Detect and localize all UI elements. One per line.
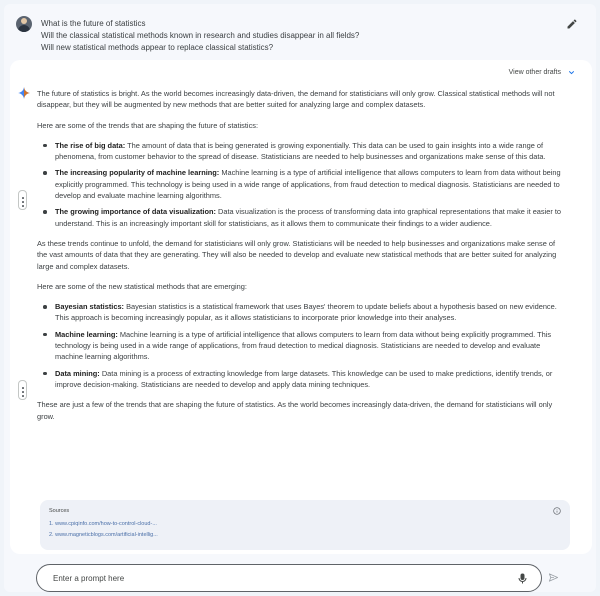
- item-text: Data visualization is the process of transforming data into graphical representations that make it easier to understand. This is an increasingly important skill for statisticians, as it allows them to communicate their findings to a wider audience.: [55, 207, 562, 228]
- chevron-down-icon: [567, 68, 576, 77]
- drag-handle-icon[interactable]: [18, 380, 27, 400]
- list-item: [37, 301, 567, 324]
- item-text: The amount of data that is being generated is growing exponentially. This data can be used to gain insights into a wide range of phenomena, from customer behavior to the spread of disease. Statisticians are needed to help businesses and organizations make sense of this data.: [55, 140, 546, 162]
- sources-list: [49, 519, 158, 541]
- trends-list: [37, 140, 567, 229]
- trends-heading: Here are some of the trends that are shaping the future of statistics:: [37, 120, 259, 130]
- list-item: [37, 368, 567, 391]
- conclusion-paragraph: These are just a few of the trends that are shaping the future of statistics. As the world becomes increasingly data-driven, the demand for statisticians will only grow.: [37, 400, 553, 421]
- response-text: [37, 88, 567, 431]
- item-title: Data mining:: [55, 368, 100, 378]
- prompt-input[interactable]: [53, 571, 493, 585]
- prompt-line: Will new statistical methods appear to replace classical statistics?: [41, 43, 274, 52]
- pencil-icon[interactable]: [566, 18, 578, 30]
- response-card: [10, 60, 592, 554]
- item-text: Machine learning is a type of artificial intelligence that allows computers to learn from data without being explicitly programmed. This technology is being used in a wide range of applications, from fraud detection to medical diagnosis. Statisticians are needed to develop and evaluate machine learning algorithms.: [55, 168, 561, 201]
- microphone-icon[interactable]: [518, 573, 527, 584]
- item-title: Bayesian statistics:: [55, 302, 125, 312]
- methods-list: [37, 301, 567, 390]
- item-text: Bayesian statistics is a statistical framework that uses Bayes' theorem to update beliefs about a hypothesis based on new evidence. This approach is becoming increasingly popular, as it allows statisticians to incorporate prior knowledge into their analyses.: [55, 302, 557, 323]
- prompt-line: Will the classical statistical methods known in research and studies disappear in all fields?: [41, 31, 360, 40]
- prompt-input-bar: [36, 564, 542, 592]
- view-other-drafts-button[interactable]: [509, 68, 576, 77]
- item-text: Machine learning is a type of artificial intelligence that allows computers to learn from data without being explicitly programmed. This technology is being used in a wide range of applications, from fraud detection to medical diagnosis. Statisticians are needed to develop and evaluate machine learning algorithms.: [55, 329, 552, 362]
- view-other-drafts-label: View other drafts: [508, 69, 561, 76]
- item-title: The increasing popularity of machine learning:: [55, 168, 220, 178]
- intro-paragraph: The future of statistics is bright. As the world becomes increasingly data-driven, the demand for statisticians will only grow. Classical statistical methods will not disappear, but they will be augmented by new methods that are better suited for analyzing large and complex datasets.: [37, 89, 555, 110]
- user-prompt: [8, 10, 584, 58]
- prompt-text: [41, 18, 359, 54]
- send-icon[interactable]: [548, 572, 559, 583]
- prompt-line: What is the future of statistics: [41, 19, 146, 28]
- info-icon[interactable]: [553, 507, 561, 515]
- source-link[interactable]: 2. www.magneticblogs.com/artificial-intellig...: [49, 532, 158, 538]
- sources-panel: [40, 500, 570, 550]
- source-link[interactable]: 1. www.cpiqinfo.com/how-to-control-cloud-...: [49, 521, 157, 527]
- gemini-spark-icon: [17, 86, 31, 100]
- methods-heading: Here are some of the new statistical methods that are emerging:: [37, 281, 247, 291]
- avatar: [16, 16, 32, 32]
- item-title: The growing importance of data visualization:: [55, 207, 216, 217]
- middle-paragraph: As these trends continue to unfold, the demand for statisticians will only grow. Statisticians will be needed to help businesses and organizations make sense of the vast amounts of data that they are generating. They will also be needed to develop and evaluate new statistical methods that are better suited for analyzing large and complex datasets.: [37, 238, 557, 271]
- list-item: [37, 329, 567, 363]
- list-item: [37, 206, 567, 229]
- item-title: The rise of big data:: [55, 140, 126, 150]
- chat-window: [4, 4, 596, 592]
- list-item: [37, 140, 567, 163]
- item-title: Machine learning:: [55, 329, 118, 339]
- item-text: Data mining is a process of extracting knowledge from large datasets. This knowledge can be used to make predictions, identify trends, or improve decision-making. Statisticians are needed to develop and apply data mining techniques.: [55, 368, 553, 389]
- sources-title: Sources: [49, 508, 70, 514]
- drag-handle-icon[interactable]: [18, 190, 27, 210]
- list-item: [37, 167, 567, 201]
